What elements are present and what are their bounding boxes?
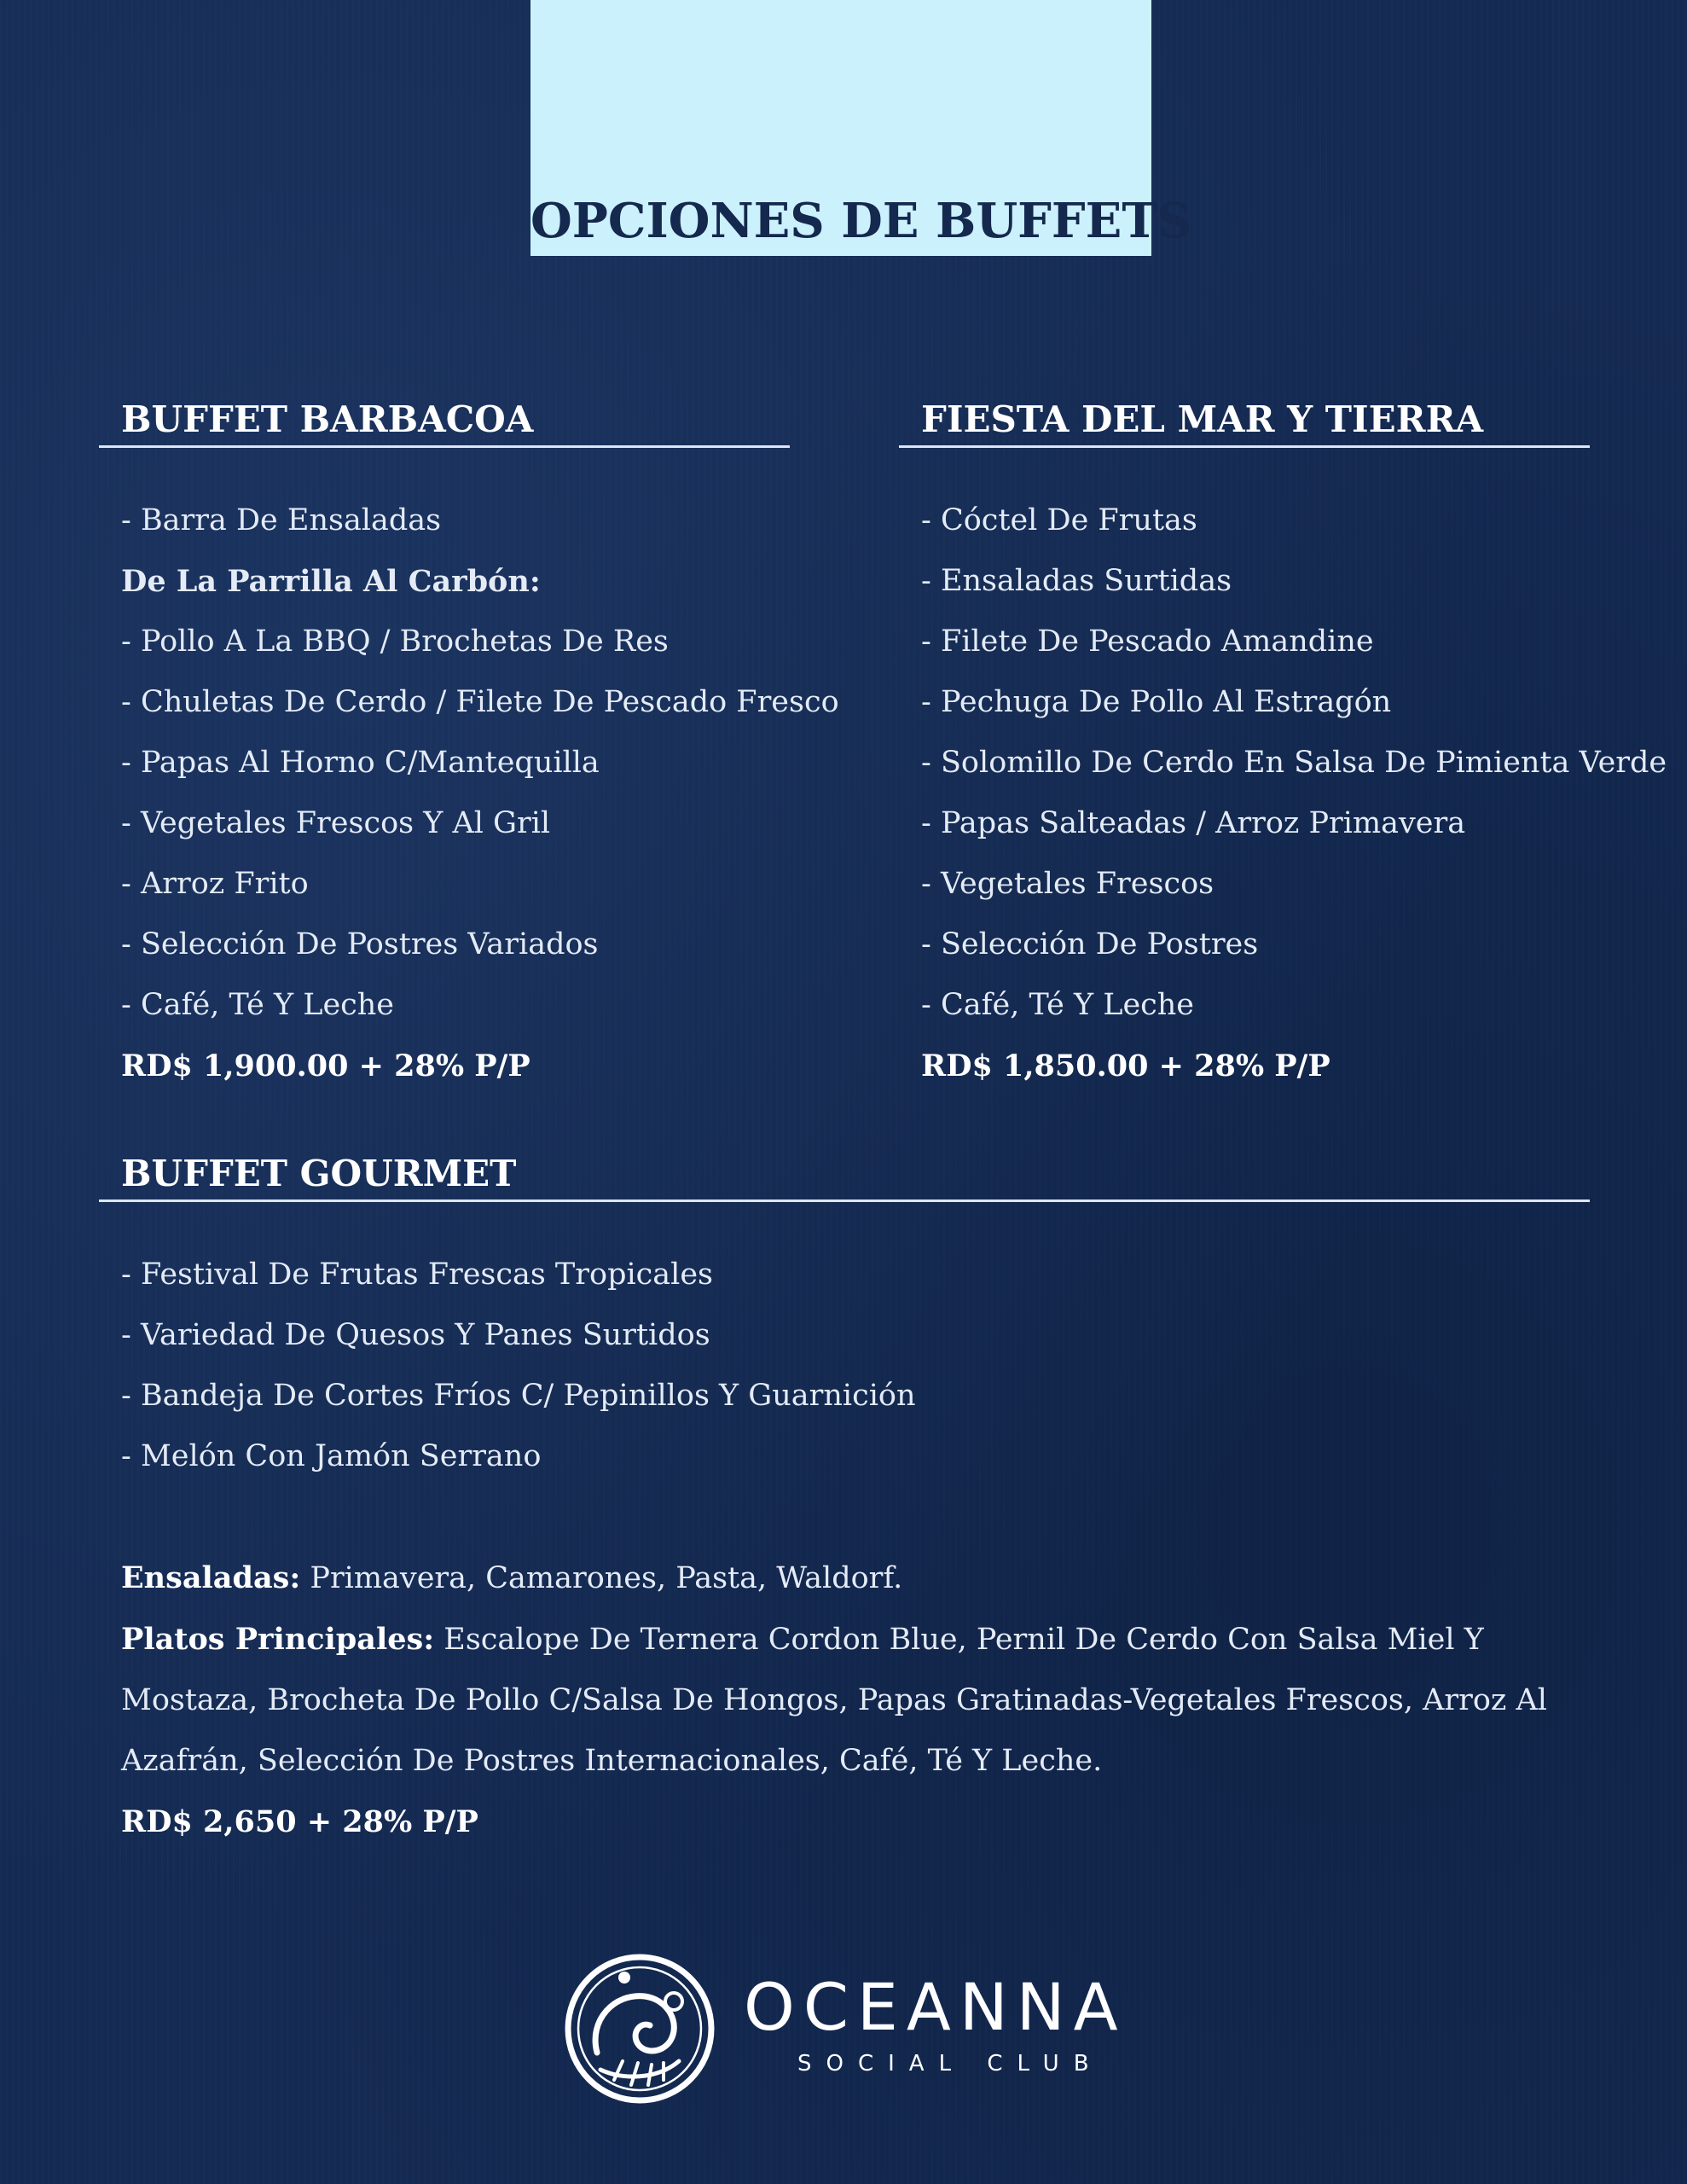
platos-text: Escalope De Ternera Cordon Blue, Pernil De Cerdo Con Salsa Miel Y Mostaza, Brocheta De Pollo C/Salsa De Hongos, Papas Gratinadas-Vegetales Frescos, Arroz Al Azafrán, Selección De Postres Internacionales, Café, Té Y Leche. — [121, 1623, 1547, 1778]
list-item: - Barra De Ensaladas — [121, 503, 442, 537]
section-title: BUFFET BARBACOA — [99, 394, 790, 448]
section-buffet-gourmet — [99, 1148, 1590, 1852]
section-title: BUFFET GOURMET — [99, 1148, 1590, 1202]
platos-principales-paragraph — [99, 1609, 1597, 1792]
list-subheading: De La Parrilla Al Carbón: — [121, 564, 541, 599]
list-item: - Arroz Frito — [121, 867, 309, 901]
list-item: - Melón Con Jamón Serrano — [121, 1439, 542, 1473]
menu-item-list — [99, 491, 839, 1036]
list-item: - Ensaladas Surtidas — [921, 564, 1232, 598]
ensaladas-line — [99, 1548, 1597, 1609]
platos-label: Platos Principales: — [121, 1622, 435, 1657]
section-title: FIESTA DEL MAR Y TIERRA — [899, 394, 1590, 448]
list-item: - Bandeja De Cortes Fríos C/ Pepinillos Y Guarnición — [121, 1379, 916, 1413]
list-item: - Selección De Postres — [921, 927, 1259, 961]
menu-item-list — [899, 491, 1667, 1036]
list-item: - Papas Salteadas / Arroz Primavera — [921, 806, 1466, 840]
list-item: - Chuletas De Cerdo / Filete De Pescado Fresco — [121, 685, 839, 719]
menu-item-list — [99, 1245, 1590, 1487]
title-banner — [530, 0, 1192, 256]
list-item: - Selección De Postres Variados — [121, 927, 599, 961]
ensaladas-label: Ensaladas: — [121, 1560, 301, 1595]
list-item: - Vegetales Frescos — [921, 867, 1215, 901]
ensaladas-text: Primavera, Camarones, Pasta, Waldorf. — [300, 1561, 903, 1595]
list-item: - Cóctel De Frutas — [921, 503, 1197, 537]
list-item: - Filete De Pescado Amandine — [921, 624, 1374, 659]
page-title: OPCIONES DE BUFFETS — [530, 193, 1192, 249]
price: RD$ 1,850.00 + 28% P/P — [921, 1048, 1330, 1083]
brand-subtitle: SOCIAL CLUB — [797, 2051, 1104, 2077]
list-item: - Solomillo De Cerdo En Salsa De Pimienta Verde — [921, 746, 1667, 780]
list-item: - Café, Té Y Leche — [921, 988, 1195, 1022]
price: RD$ 2,650 + 28% P/P — [121, 1804, 478, 1839]
list-item: - Papas Al Horno C/Mantequilla — [121, 746, 600, 780]
price: RD$ 1,900.00 + 28% P/P — [121, 1048, 530, 1083]
list-item: - Festival De Frutas Frescas Tropicales — [121, 1258, 714, 1292]
section-fiesta-mar-tierra — [899, 394, 1667, 1096]
oceanna-logo — [563, 1952, 1126, 2106]
brand-name: OCEANNA — [744, 1969, 1127, 2045]
list-item: - Vegetales Frescos Y Al Gril — [121, 806, 551, 840]
list-item: - Pechuga De Pollo Al Estragón — [921, 685, 1392, 719]
section-buffet-barbacoa — [99, 394, 839, 1096]
list-item: - Café, Té Y Leche — [121, 988, 395, 1022]
spiral-wave-icon — [563, 1952, 716, 2106]
list-item: - Variedad De Quesos Y Panes Surtidos — [121, 1318, 710, 1352]
list-item: - Pollo A La BBQ / Brochetas De Res — [121, 624, 669, 659]
